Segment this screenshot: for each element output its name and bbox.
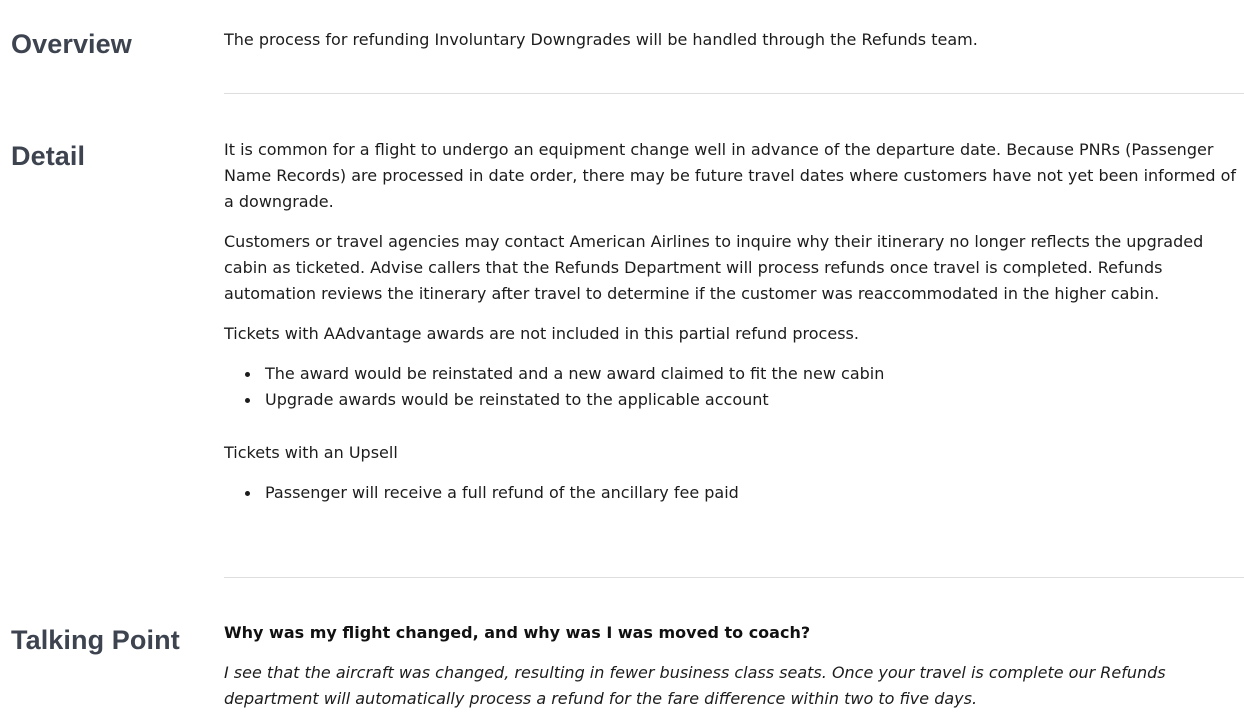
upsell-bullet-list [224,480,1244,506]
talking-point-heading: Talking Point [11,625,180,655]
list-item: Upgrade awards would be reinstated to the applicable account [265,387,1244,413]
overview-heading: Overview [11,29,132,59]
overview-text: The process for refunding Involuntary Downgrades will be handled through the Refunds team. [224,30,978,49]
list-item: The award would be reinstated and a new award claimed to fit the new cabin [265,361,1244,387]
talking-point-question: Why was my flight changed, and why was I was moved to coach? [224,623,811,642]
divider-2 [224,577,1244,578]
list-item: Passenger will receive a full refund of the ancillary fee paid [265,480,1244,506]
award-bullet-list [224,361,1244,413]
detail-paragraph: Customers or travel agencies may contact American Airlines to inquire why their itinerary no longer reflects the upgraded cabin as ticketed. Advise callers that the Refunds Department will process refunds once travel is completed. Refunds automation reviews the itinerary after travel to determine if the customer was reaccommodated in the higher cabin. [224,232,1204,303]
overview-content [224,27,1244,53]
detail-heading: Detail [11,141,86,171]
talking-point-answer: I see that the aircraft was changed, resulting in fewer business class seats. Once your travel is complete our Refunds department will automatically process a refund for the fare difference within two to five days. [224,663,1166,708]
talking-point-content [224,620,1244,712]
detail-content [224,137,1244,506]
upsell-label: Tickets with an Upsell [224,443,398,462]
detail-paragraph: Tickets with AAdvantage awards are not included in this partial refund process. [224,324,859,343]
divider-1 [224,93,1244,94]
detail-paragraph: It is common for a flight to undergo an equipment change well in advance of the departure date. Because PNRs (Passenger Name Records) are processed in date order, there may be future travel dates where customers have not yet been informed of a downgrade. [224,140,1236,211]
